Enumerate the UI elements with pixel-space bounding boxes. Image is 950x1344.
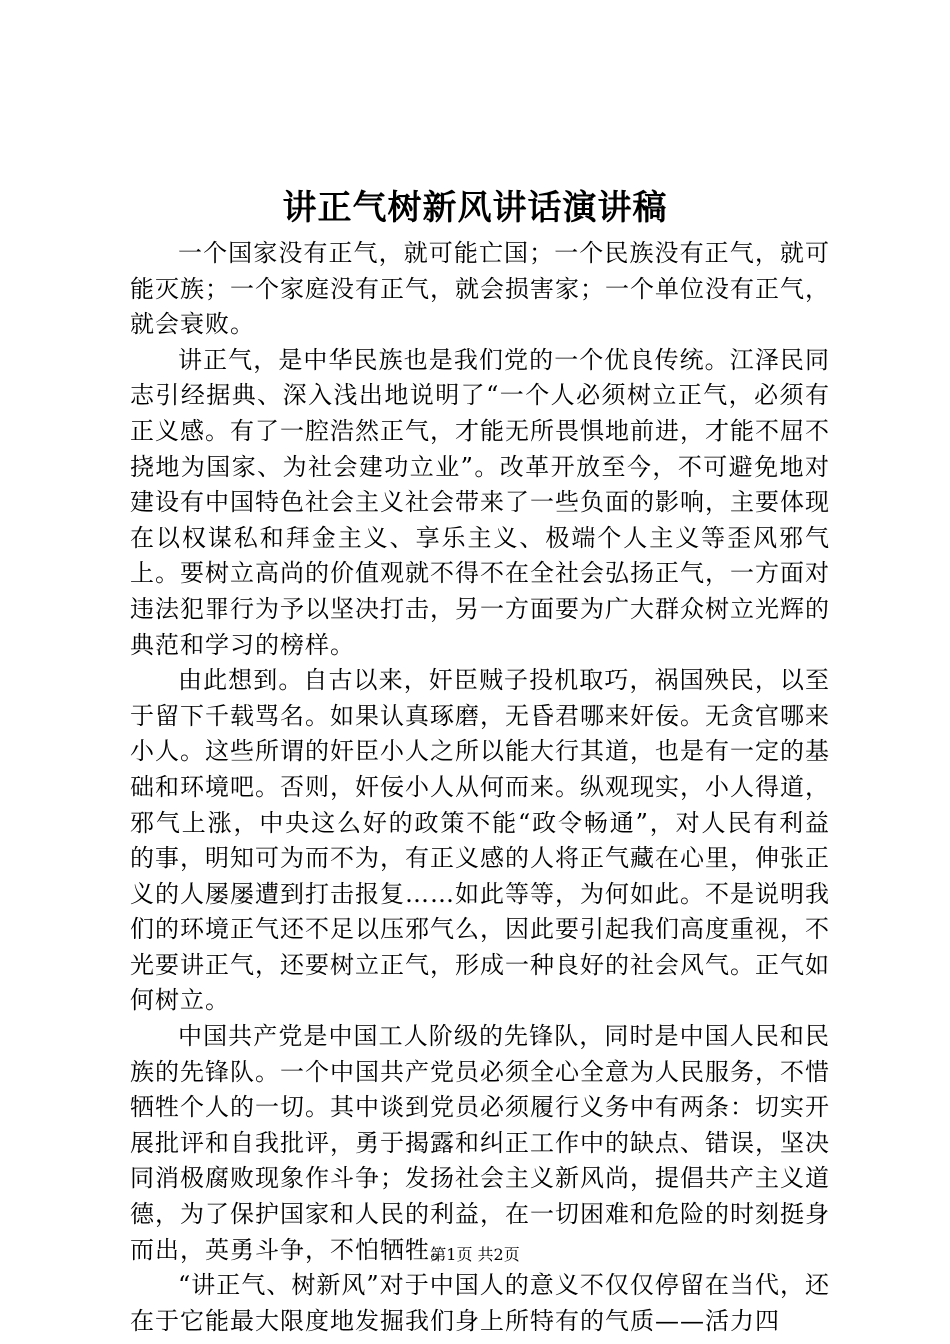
paragraph-3: 由此想到。自古以来，奸臣贼子投机取巧，祸国殃民，以至于留下千载骂名。如果认真琢磨，无昏君哪来奸佞。无贪官哪来小人。这些所谓的奸臣小人之所以能大行其道，也是有一定的基础和环境吧。否则，奸佞小人从何而来。纵观现实，小人得道，邪气上涨，中央这么好的政策不能“政令畅通”，对人民有利益的事，明知可为而不为，有正义感的人将正气藏在心里，伸张正义的人屡屡遭到打击报复……如此等等，为何如此。不是说明我们的环境正气还不足以压邪气么，因此要引起我们高度重视，不光要讲正气，还要树立正气，形成一种良好的社会风气。正气如何树立。 [130, 666, 830, 1015]
document-body [130, 236, 830, 1339]
paragraph-4: 中国共产党是中国工人阶级的先锋队，同时是中国人民和民族的先锋队。一个中国共产党员必须全心全意为人民服务，不惜牺牲个人的一切。其中谈到党员必须履行义务中有两条：切实开展批评和自我批评，勇于揭露和纠正工作中的缺点、错误，坚决同消极腐败现象作斗争；发扬社会主义新风尚，提倡共产主义道德，为了保护国家和人民的利益，在一切困难和危险的时刻挺身而出，英勇斗争，不怕牺牲。 [130, 1022, 830, 1264]
paragraph-5: “讲正气、树新风”对于中国人的意义不仅仅停留在当代，还在于它能最大限度地发掘我们身上所特有的气质——活力四 [130, 1271, 830, 1335]
paragraph-2: 讲正气，是中华民族也是我们党的一个优良传统。江泽民同志引经据典、深入浅出地说明了“一个人必须树立正气，必须有正义感。有了一腔浩然正气，才能无所畏惧地前进，才能不屈不挠地为国家、为社会建功立业”。改革开放至今，不可避免地对建设有中国特色社会主义社会带来了一些负面的影响，主要体现在以权谋私和拜金主义、享乐主义、极端个人主义等歪风邪气上。要树立高尚的价值观就不得不在全社会弘扬正气，一方面对违法犯罪行为予以坚决打击，另一方面要为广大群众树立光辉的典范和学习的榜样。 [130, 345, 830, 659]
document-title: 讲正气树新风讲话演讲稿 [282, 188, 668, 228]
paragraph-1: 一个国家没有正气，就可能亡国；一个民族没有正气，就可能灭族；一个家庭没有正气，就会损害家；一个单位没有正气，就会衰败。 [130, 239, 830, 339]
page-number-footer: 第1页 共2页 [430, 1245, 520, 1264]
